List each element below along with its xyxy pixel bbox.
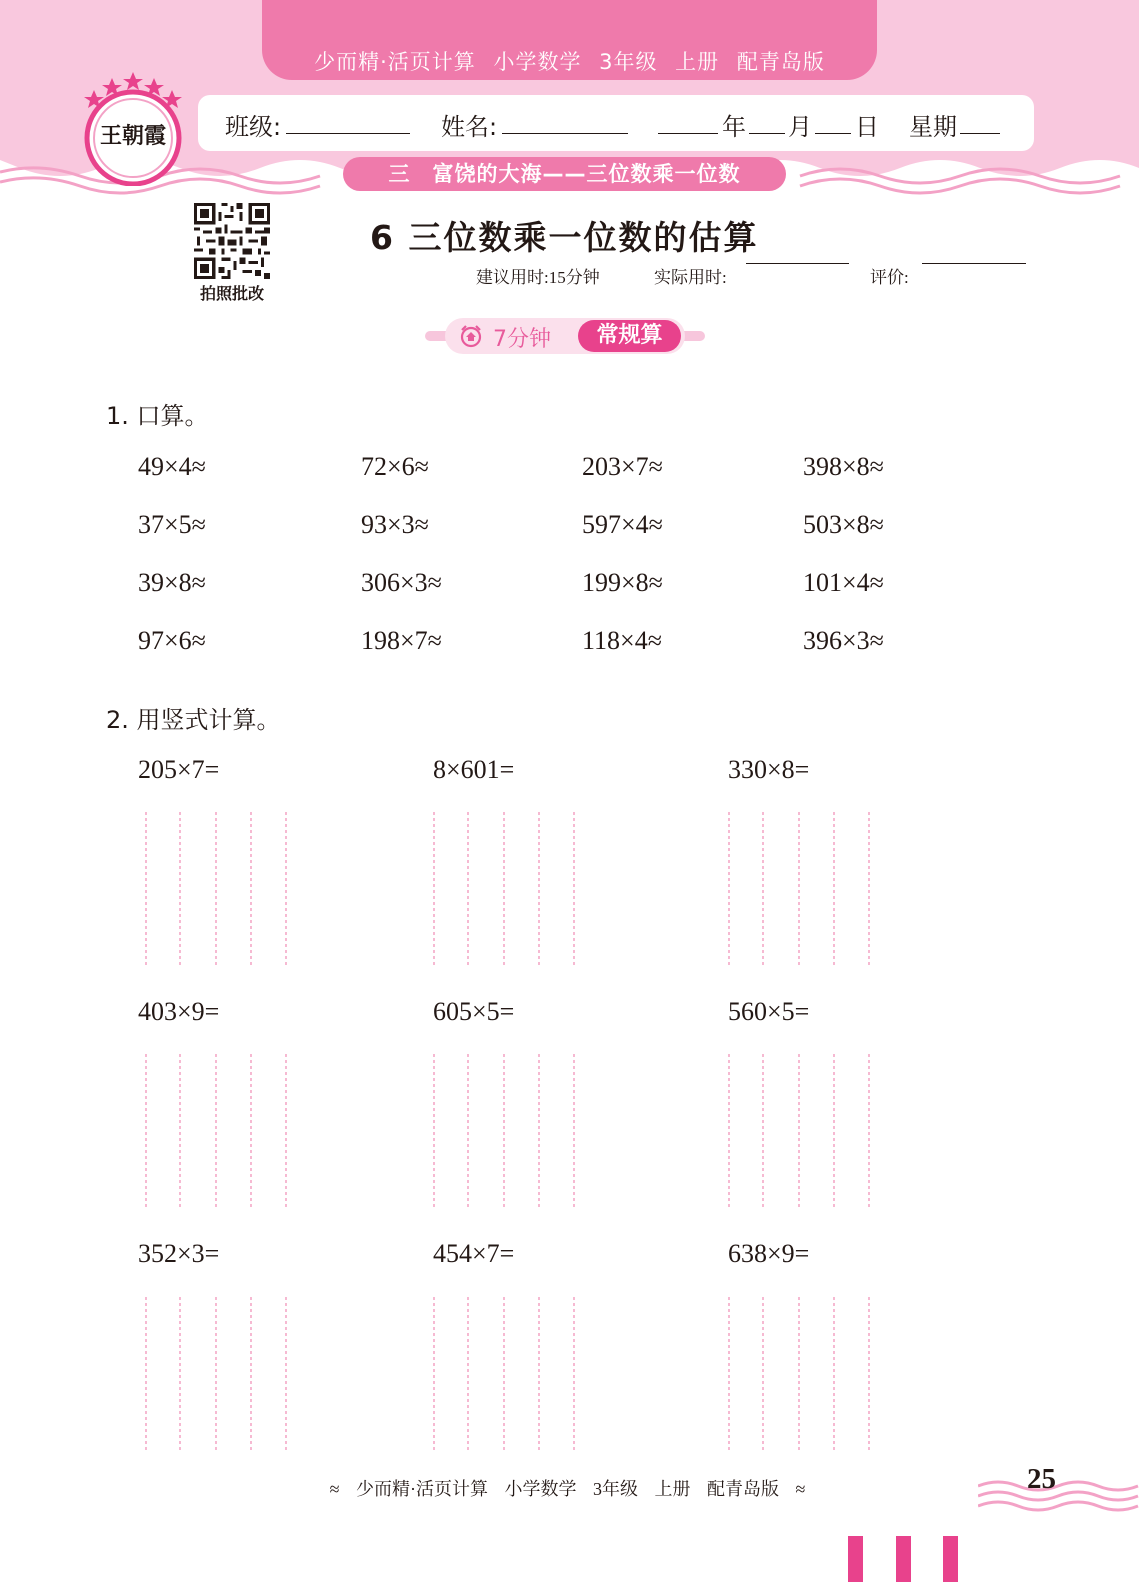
student-info-bar: [198, 95, 1034, 151]
footer-wave-decoration: [978, 1474, 1139, 1514]
class-label: 班级:: [225, 113, 282, 141]
actual-time-label: 实际用时:: [654, 268, 727, 287]
page-edge-tabs: [840, 1532, 970, 1582]
working-grid[interactable]: [723, 1054, 873, 1209]
day-label: 日: [855, 113, 879, 141]
section1-title: 1. 口算。: [106, 402, 209, 430]
mental-calc-item: 93×3≈: [361, 510, 429, 539]
mental-calc-item: 396×3≈: [803, 626, 884, 655]
working-grid[interactable]: [723, 812, 873, 967]
mental-calc-item: 101×4≈: [803, 568, 884, 597]
section2-title: 2. 用竖式计算。: [106, 706, 281, 734]
mental-calc-item: 72×6≈: [361, 452, 429, 481]
mental-calc-item: 597×4≈: [582, 510, 663, 539]
name-field[interactable]: [502, 133, 628, 134]
vertical-calc-item: 403×9=: [138, 997, 220, 1026]
working-grid[interactable]: [428, 1054, 578, 1209]
mental-calc-item: 118×4≈: [582, 626, 662, 655]
working-grid[interactable]: [428, 812, 578, 967]
vertical-calc-item: 8×601=: [433, 755, 515, 784]
vertical-calc-item: 330×8=: [728, 755, 810, 784]
page-number: 25: [1027, 1463, 1056, 1495]
year-field[interactable]: [658, 133, 718, 134]
timer-duration: 7分钟: [493, 327, 551, 352]
month-label: 月: [788, 113, 812, 141]
lesson-title: 6 三位数乘一位数的估算: [370, 218, 759, 257]
working-grid[interactable]: [140, 1297, 290, 1452]
timer-badge: [425, 318, 705, 354]
week-field[interactable]: [960, 133, 1000, 134]
class-field[interactable]: [286, 133, 410, 134]
logo-text: 王朝霞: [99, 123, 167, 149]
footer-series-title: ≈ 少而精·活页计算 小学数学 3年级 上册 配青岛版 ≈: [329, 1479, 806, 1499]
mental-calc-item: 49×4≈: [138, 452, 206, 481]
vertical-calc-item: 454×7=: [433, 1239, 515, 1268]
mental-calc-item: 306×3≈: [361, 568, 442, 597]
working-grid[interactable]: [723, 1297, 873, 1452]
mental-calc-item: 37×5≈: [138, 510, 206, 539]
year-label: 年: [722, 113, 746, 141]
day-field[interactable]: [815, 133, 851, 134]
unit-title: 三 富饶的大海——三位数乘一位数: [343, 157, 786, 191]
working-grid[interactable]: [140, 1054, 290, 1209]
vertical-calc-item: 638×9=: [728, 1239, 810, 1268]
vertical-calc-item: 605×5=: [433, 997, 515, 1026]
mental-calc-item: 398×8≈: [803, 452, 884, 481]
mental-calc-item: 203×7≈: [582, 452, 663, 481]
name-label: 姓名:: [441, 113, 498, 141]
vertical-calc-item: 560×5=: [728, 997, 810, 1026]
brand-logo: [80, 70, 186, 186]
week-label: 星期: [909, 113, 957, 141]
mental-calc-item: 198×7≈: [361, 626, 442, 655]
suggested-time: 建议用时:15分钟: [476, 268, 600, 287]
mental-calc-item: 503×8≈: [803, 510, 884, 539]
evaluation-field[interactable]: [922, 263, 1026, 264]
qr-code-icon[interactable]: [194, 203, 270, 279]
vertical-calc-item: 205×7=: [138, 755, 220, 784]
mental-calc-item: 199×8≈: [582, 568, 663, 597]
evaluation-label: 评价:: [870, 268, 909, 287]
vertical-calc-item: 352×3=: [138, 1239, 220, 1268]
mental-calc-item: 39×8≈: [138, 568, 206, 597]
alarm-clock-icon: [459, 324, 483, 348]
working-grid[interactable]: [428, 1297, 578, 1452]
practice-type-badge: 常规算: [578, 320, 681, 352]
series-title: 少而精·活页计算 小学数学 3年级 上册 配青岛版: [314, 50, 825, 74]
month-field[interactable]: [749, 133, 785, 134]
qr-caption: 拍照批改: [199, 284, 264, 303]
time-row: [476, 263, 1036, 293]
mental-calc-item: 97×6≈: [138, 626, 206, 655]
working-grid[interactable]: [140, 812, 290, 967]
actual-time-field[interactable]: [746, 263, 849, 264]
